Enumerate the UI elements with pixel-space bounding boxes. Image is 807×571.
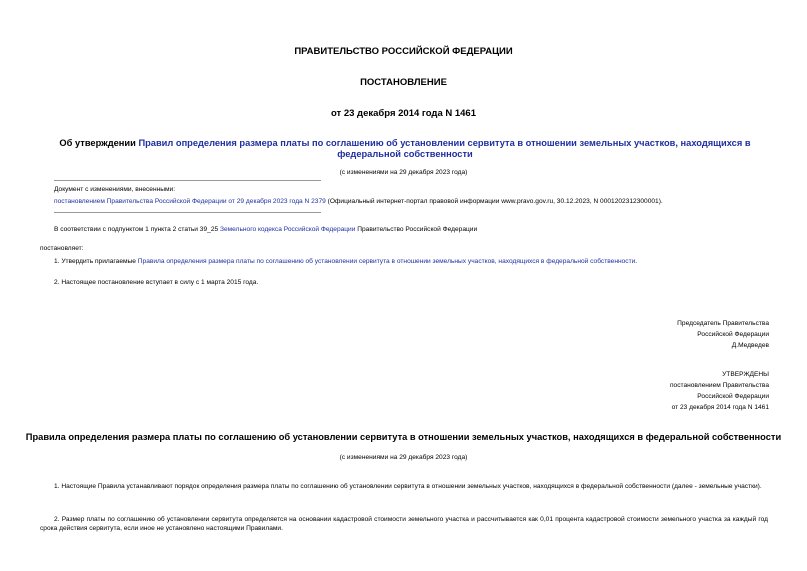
document-title xyxy=(40,138,770,160)
approved-line-3: Российской Федерации xyxy=(697,393,769,400)
preamble xyxy=(54,225,774,234)
item-2: 2. Настоящее постановление вступает в силу с 1 марта 2015 года. xyxy=(54,279,259,286)
preamble-prefix: В соответствии с подпунктом 1 пункта 2 статьи 39_25 xyxy=(54,226,220,233)
changes-suffix: (Официальный интернет-портал правовой информации www.pravo.gov.ru, 30.12.2023, N 0001202312300001). xyxy=(325,198,663,205)
rule-1: 1. Настоящие Правила устанавливают порядок определения размера платы по соглашению об установлении сервитута в отношении земельных участков, находящихся в федеральной собственности (далее - земельные участки). xyxy=(54,483,762,490)
rule-2: 2. Размер платы по соглашению об установлении сервитута определяется на основании кадастровой стоимости земельного участка и рассчитывается как 0,01 процента кадастровой стоимости земельного участка за каждый год срока действия сервитута, если иное не установлено настоящими Правилами. xyxy=(40,516,768,532)
signature-line-3: Д.Медведев xyxy=(731,342,769,349)
land-code-link[interactable]: Земельного кодекса Российской Федерации xyxy=(219,226,356,233)
government-heading: ПРАВИТЕЛЬСТВО РОССИЙСКОЙ ФЕДЕРАЦИИ xyxy=(294,46,513,57)
signature-line-1: Председатель Правительства xyxy=(677,320,769,327)
approved-line-4: от 23 декабря 2014 года N 1461 xyxy=(671,404,769,411)
item-1-suffix: . xyxy=(635,258,638,265)
item-1-prefix: 1. Утвердить прилагаемые xyxy=(54,258,138,265)
item-1-rules-link[interactable]: Правила определения размера платы по соглашению об установлении сервитута в отношении земельных участков, находящихся в федеральной собственности xyxy=(137,258,636,265)
approved-line-1: УТВЕРЖДЕНЫ xyxy=(722,371,769,378)
rules-revision-note: (с изменениями на 29 декабря 2023 года) xyxy=(339,454,468,461)
changes-label: Документ с изменениями, внесенными: xyxy=(54,186,176,193)
title-rules-link[interactable]: Правил определения размера платы по соглашению об установлении сервитута в отношении земельных участков, находящихся в федеральной собственности xyxy=(138,138,751,159)
decree-word: постановляет: xyxy=(40,245,84,252)
doc-type-heading: ПОСТАНОВЛЕНИЕ xyxy=(360,77,447,88)
date-number-heading: от 23 декабря 2014 года N 1461 xyxy=(330,108,476,119)
revision-note: (с изменениями на 29 декабря 2023 года) xyxy=(339,169,468,176)
preamble-suffix: Правительство Российской Федерации xyxy=(355,226,478,233)
divider-bottom xyxy=(54,212,321,213)
divider-top xyxy=(54,180,321,181)
rules-title: Правила определения размера платы по соглашению об установлении сервитута в отношении земельных участков, находящихся в федеральной собственности xyxy=(25,432,782,442)
changes-amendment-link[interactable]: постановлением Правительства Российской Федерации от 29 декабря 2023 года N 2379 xyxy=(54,198,326,205)
title-prefix: Об утверждении xyxy=(59,138,139,148)
approved-line-2: постановлением Правительства xyxy=(669,382,769,389)
signature-line-2: Российской Федерации xyxy=(697,331,769,338)
changes-line xyxy=(54,197,774,206)
item-1 xyxy=(54,257,784,266)
